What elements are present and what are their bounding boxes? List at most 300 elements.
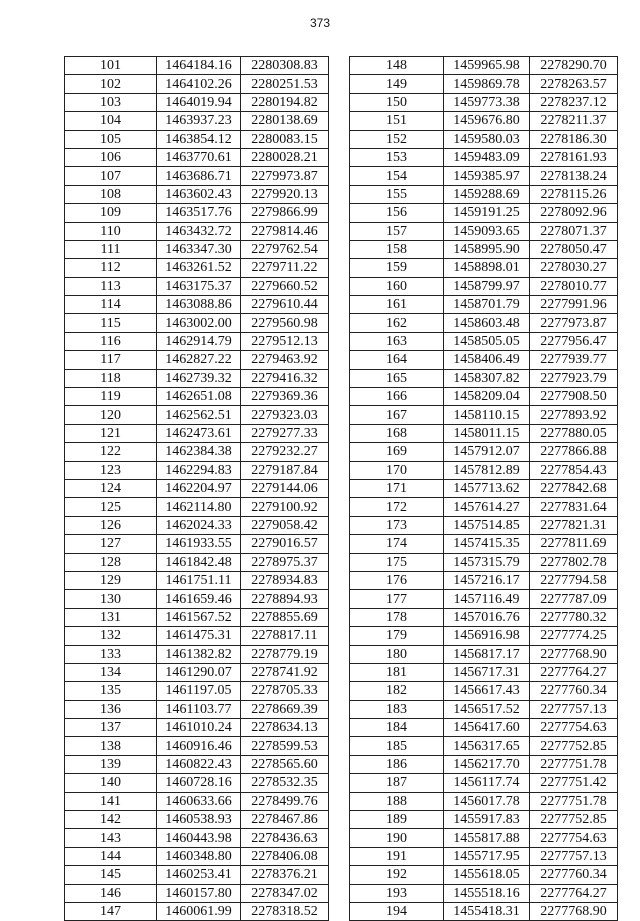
y-coordinate-cell: 2277991.96 (530, 296, 618, 314)
point-number-cell: 133 (65, 645, 157, 663)
x-coordinate-cell: 1461382.82 (157, 645, 241, 663)
x-coordinate-cell: 1461842.48 (157, 553, 241, 571)
y-coordinate-cell: 2277794.58 (530, 571, 618, 589)
point-number-cell: 147 (65, 902, 157, 920)
table-row (350, 296, 618, 314)
x-coordinate-cell: 1456717.31 (444, 663, 530, 681)
point-number-cell: 182 (350, 682, 444, 700)
y-coordinate-cell: 2277880.05 (530, 424, 618, 442)
x-coordinate-cell: 1458406.49 (444, 351, 530, 369)
table-row (350, 682, 618, 700)
table-row (65, 443, 329, 461)
point-number-cell: 131 (65, 608, 157, 626)
point-number-cell: 151 (350, 112, 444, 130)
y-coordinate-cell: 2278705.33 (241, 682, 329, 700)
table-row (65, 204, 329, 222)
table-row (65, 112, 329, 130)
point-number-cell: 120 (65, 406, 157, 424)
y-coordinate-cell: 2279660.52 (241, 277, 329, 295)
x-coordinate-cell: 1455518.16 (444, 884, 530, 902)
table-row (65, 829, 329, 847)
y-coordinate-cell: 2277752.85 (530, 737, 618, 755)
x-coordinate-cell: 1461751.11 (157, 571, 241, 589)
table-row (65, 498, 329, 516)
y-coordinate-cell: 2278092.96 (530, 204, 618, 222)
y-coordinate-cell: 2279016.57 (241, 535, 329, 553)
table-row (350, 277, 618, 295)
x-coordinate-cell: 1459191.25 (444, 204, 530, 222)
table-row (65, 719, 329, 737)
x-coordinate-cell: 1458307.82 (444, 369, 530, 387)
point-number-cell: 106 (65, 148, 157, 166)
table-row (350, 461, 618, 479)
y-coordinate-cell: 2277768.90 (530, 645, 618, 663)
point-number-cell: 192 (350, 866, 444, 884)
table-row (65, 424, 329, 442)
point-number-cell: 172 (350, 498, 444, 516)
point-number-cell: 159 (350, 259, 444, 277)
x-coordinate-cell: 1460253.41 (157, 866, 241, 884)
table-row (350, 571, 618, 589)
table-row (65, 884, 329, 902)
x-coordinate-cell: 1460822.43 (157, 755, 241, 773)
point-number-cell: 154 (350, 167, 444, 185)
x-coordinate-cell: 1456317.65 (444, 737, 530, 755)
y-coordinate-cell: 2278565.60 (241, 755, 329, 773)
table-row (65, 590, 329, 608)
point-number-cell: 193 (350, 884, 444, 902)
table-row (350, 535, 618, 553)
table-row (350, 314, 618, 332)
y-coordinate-cell: 2277768.90 (530, 902, 618, 920)
point-number-cell: 132 (65, 627, 157, 645)
table-row (65, 792, 329, 810)
table-row (350, 590, 618, 608)
x-coordinate-cell: 1461659.46 (157, 590, 241, 608)
y-coordinate-cell: 2278934.83 (241, 571, 329, 589)
y-coordinate-cell: 2279610.44 (241, 296, 329, 314)
point-number-cell: 194 (350, 902, 444, 920)
point-number-cell: 113 (65, 277, 157, 295)
x-coordinate-cell: 1459676.80 (444, 112, 530, 130)
y-coordinate-cell: 2277802.78 (530, 553, 618, 571)
x-coordinate-cell: 1462204.97 (157, 479, 241, 497)
x-coordinate-cell: 1462651.08 (157, 388, 241, 406)
y-coordinate-cell: 2277760.34 (530, 682, 618, 700)
table-row (350, 498, 618, 516)
x-coordinate-cell: 1464102.26 (157, 75, 241, 93)
table-row (65, 259, 329, 277)
x-coordinate-cell: 1458995.90 (444, 240, 530, 258)
y-coordinate-cell: 2277787.09 (530, 590, 618, 608)
table-row (65, 185, 329, 203)
x-coordinate-cell: 1458898.01 (444, 259, 530, 277)
y-coordinate-cell: 2278894.93 (241, 590, 329, 608)
x-coordinate-cell: 1457514.85 (444, 516, 530, 534)
point-number-cell: 169 (350, 443, 444, 461)
point-number-cell: 171 (350, 479, 444, 497)
x-coordinate-cell: 1459093.65 (444, 222, 530, 240)
point-number-cell: 108 (65, 185, 157, 203)
x-coordinate-cell: 1457415.35 (444, 535, 530, 553)
point-number-cell: 153 (350, 148, 444, 166)
y-coordinate-cell: 2278138.24 (530, 167, 618, 185)
point-number-cell: 124 (65, 479, 157, 497)
point-number-cell: 160 (350, 277, 444, 295)
point-number-cell: 145 (65, 866, 157, 884)
x-coordinate-cell: 1456017.78 (444, 792, 530, 810)
table-row (350, 645, 618, 663)
point-number-cell: 118 (65, 369, 157, 387)
point-number-cell: 114 (65, 296, 157, 314)
point-number-cell: 149 (350, 75, 444, 93)
table-row (350, 700, 618, 718)
point-number-cell: 144 (65, 847, 157, 865)
point-number-cell: 107 (65, 167, 157, 185)
table-row (65, 461, 329, 479)
x-coordinate-cell: 1461197.05 (157, 682, 241, 700)
y-coordinate-cell: 2280308.83 (241, 57, 329, 75)
y-coordinate-cell: 2277764.27 (530, 884, 618, 902)
table-row (350, 755, 618, 773)
x-coordinate-cell: 1462827.22 (157, 351, 241, 369)
x-coordinate-cell: 1459580.03 (444, 130, 530, 148)
point-number-cell: 130 (65, 590, 157, 608)
y-coordinate-cell: 2277939.77 (530, 351, 618, 369)
x-coordinate-cell: 1458209.04 (444, 388, 530, 406)
x-coordinate-cell: 1458505.05 (444, 332, 530, 350)
table-row (350, 424, 618, 442)
point-number-cell: 174 (350, 535, 444, 553)
point-number-cell: 139 (65, 755, 157, 773)
table-row (350, 57, 618, 75)
table-row (350, 774, 618, 792)
x-coordinate-cell: 1462114.80 (157, 498, 241, 516)
point-number-cell: 157 (350, 222, 444, 240)
x-coordinate-cell: 1462739.32 (157, 369, 241, 387)
y-coordinate-cell: 2279187.84 (241, 461, 329, 479)
table-row (350, 479, 618, 497)
table-row (65, 553, 329, 571)
table-row (65, 847, 329, 865)
point-number-cell: 190 (350, 829, 444, 847)
table-row (65, 148, 329, 166)
point-number-cell: 116 (65, 332, 157, 350)
y-coordinate-cell: 2278467.86 (241, 811, 329, 829)
y-coordinate-cell: 2278071.37 (530, 222, 618, 240)
x-coordinate-cell: 1457116.49 (444, 590, 530, 608)
y-coordinate-cell: 2277973.87 (530, 314, 618, 332)
x-coordinate-cell: 1458011.15 (444, 424, 530, 442)
point-number-cell: 112 (65, 259, 157, 277)
table-row (65, 479, 329, 497)
table-row (65, 516, 329, 534)
table-row (350, 185, 618, 203)
y-coordinate-cell: 2278186.30 (530, 130, 618, 148)
x-coordinate-cell: 1461010.24 (157, 719, 241, 737)
point-number-cell: 109 (65, 204, 157, 222)
table-row (65, 811, 329, 829)
x-coordinate-cell: 1463175.37 (157, 277, 241, 295)
x-coordinate-cell: 1457713.62 (444, 479, 530, 497)
y-coordinate-cell: 2278263.57 (530, 75, 618, 93)
y-coordinate-cell: 2277780.32 (530, 608, 618, 626)
point-number-cell: 184 (350, 719, 444, 737)
x-coordinate-cell: 1460061.99 (157, 902, 241, 920)
y-coordinate-cell: 2278599.53 (241, 737, 329, 755)
y-coordinate-cell: 2277757.13 (530, 847, 618, 865)
y-coordinate-cell: 2278817.11 (241, 627, 329, 645)
x-coordinate-cell: 1462024.33 (157, 516, 241, 534)
y-coordinate-cell: 2277754.63 (530, 719, 618, 737)
point-number-cell: 127 (65, 535, 157, 553)
x-coordinate-cell: 1462473.61 (157, 424, 241, 442)
y-coordinate-cell: 2278115.26 (530, 185, 618, 203)
point-number-cell: 102 (65, 75, 157, 93)
point-number-cell: 103 (65, 93, 157, 111)
point-number-cell: 187 (350, 774, 444, 792)
x-coordinate-cell: 1456817.17 (444, 645, 530, 663)
point-number-cell: 117 (65, 351, 157, 369)
table-row (65, 240, 329, 258)
point-number-cell: 170 (350, 461, 444, 479)
table-row (65, 755, 329, 773)
table-row (65, 682, 329, 700)
y-coordinate-cell: 2279920.13 (241, 185, 329, 203)
table-row (350, 663, 618, 681)
x-coordinate-cell: 1460538.93 (157, 811, 241, 829)
table-row (350, 167, 618, 185)
y-coordinate-cell: 2277760.34 (530, 866, 618, 884)
table-row (65, 902, 329, 920)
x-coordinate-cell: 1460916.46 (157, 737, 241, 755)
y-coordinate-cell: 2278318.52 (241, 902, 329, 920)
point-number-cell: 191 (350, 847, 444, 865)
point-number-cell: 181 (350, 663, 444, 681)
x-coordinate-cell: 1460157.80 (157, 884, 241, 902)
table-row (65, 737, 329, 755)
x-coordinate-cell: 1460633.66 (157, 792, 241, 810)
x-coordinate-cell: 1455618.05 (444, 866, 530, 884)
y-coordinate-cell: 2277923.79 (530, 369, 618, 387)
table-row (350, 719, 618, 737)
y-coordinate-cell: 2278669.39 (241, 700, 329, 718)
table-row (350, 332, 618, 350)
y-coordinate-cell: 2279323.03 (241, 406, 329, 424)
y-coordinate-cell: 2279973.87 (241, 167, 329, 185)
point-number-cell: 146 (65, 884, 157, 902)
y-coordinate-cell: 2278855.69 (241, 608, 329, 626)
table-row (65, 645, 329, 663)
x-coordinate-cell: 1463937.23 (157, 112, 241, 130)
y-coordinate-cell: 2278436.63 (241, 829, 329, 847)
x-coordinate-cell: 1461103.77 (157, 700, 241, 718)
y-coordinate-cell: 2280138.69 (241, 112, 329, 130)
y-coordinate-cell: 2279711.22 (241, 259, 329, 277)
y-coordinate-cell: 2277831.64 (530, 498, 618, 516)
point-number-cell: 173 (350, 516, 444, 534)
table-row (350, 259, 618, 277)
table-row (350, 627, 618, 645)
x-coordinate-cell: 1456217.70 (444, 755, 530, 773)
x-coordinate-cell: 1456417.60 (444, 719, 530, 737)
point-number-cell: 148 (350, 57, 444, 75)
table-row (65, 627, 329, 645)
table-row (65, 369, 329, 387)
table-row (350, 148, 618, 166)
point-number-cell: 119 (65, 388, 157, 406)
y-coordinate-cell: 2278779.19 (241, 645, 329, 663)
x-coordinate-cell: 1462384.38 (157, 443, 241, 461)
x-coordinate-cell: 1457812.89 (444, 461, 530, 479)
y-coordinate-cell: 2278406.08 (241, 847, 329, 865)
x-coordinate-cell: 1459288.69 (444, 185, 530, 203)
y-coordinate-cell: 2279100.92 (241, 498, 329, 516)
x-coordinate-cell: 1458603.48 (444, 314, 530, 332)
table-row (350, 75, 618, 93)
table-row (350, 204, 618, 222)
y-coordinate-cell: 2278237.12 (530, 93, 618, 111)
point-number-cell: 115 (65, 314, 157, 332)
y-coordinate-cell: 2279416.32 (241, 369, 329, 387)
table-row (65, 296, 329, 314)
y-coordinate-cell: 2277854.43 (530, 461, 618, 479)
y-coordinate-cell: 2279814.46 (241, 222, 329, 240)
point-number-cell: 126 (65, 516, 157, 534)
x-coordinate-cell: 1460348.80 (157, 847, 241, 865)
point-number-cell: 189 (350, 811, 444, 829)
y-coordinate-cell: 2279144.06 (241, 479, 329, 497)
x-coordinate-cell: 1459965.98 (444, 57, 530, 75)
point-number-cell: 137 (65, 719, 157, 737)
point-number-cell: 158 (350, 240, 444, 258)
point-number-cell: 125 (65, 498, 157, 516)
y-coordinate-cell: 2278050.47 (530, 240, 618, 258)
table-row (350, 112, 618, 130)
x-coordinate-cell: 1457912.07 (444, 443, 530, 461)
x-coordinate-cell: 1463002.00 (157, 314, 241, 332)
table-row (350, 443, 618, 461)
x-coordinate-cell: 1455817.88 (444, 829, 530, 847)
point-number-cell: 179 (350, 627, 444, 645)
x-coordinate-cell: 1462294.83 (157, 461, 241, 479)
point-number-cell: 150 (350, 93, 444, 111)
y-coordinate-cell: 2279512.13 (241, 332, 329, 350)
x-coordinate-cell: 1459773.38 (444, 93, 530, 111)
point-number-cell: 138 (65, 737, 157, 755)
point-number-cell: 178 (350, 608, 444, 626)
x-coordinate-cell: 1458110.15 (444, 406, 530, 424)
table-row (65, 222, 329, 240)
point-number-cell: 164 (350, 351, 444, 369)
point-number-cell: 162 (350, 314, 444, 332)
y-coordinate-cell: 2277754.63 (530, 829, 618, 847)
table-row (65, 571, 329, 589)
table-row (65, 774, 329, 792)
table-row (350, 847, 618, 865)
y-coordinate-cell: 2279277.33 (241, 424, 329, 442)
point-number-cell: 129 (65, 571, 157, 589)
y-coordinate-cell: 2280028.21 (241, 148, 329, 166)
x-coordinate-cell: 1455717.95 (444, 847, 530, 865)
table-row (65, 57, 329, 75)
x-coordinate-cell: 1459483.09 (444, 148, 530, 166)
table-row (350, 388, 618, 406)
y-coordinate-cell: 2277751.42 (530, 774, 618, 792)
point-number-cell: 176 (350, 571, 444, 589)
x-coordinate-cell: 1456916.98 (444, 627, 530, 645)
y-coordinate-cell: 2279762.54 (241, 240, 329, 258)
y-coordinate-cell: 2277751.78 (530, 792, 618, 810)
table-row (350, 553, 618, 571)
table-row (350, 811, 618, 829)
x-coordinate-cell: 1461933.55 (157, 535, 241, 553)
y-coordinate-cell: 2277956.47 (530, 332, 618, 350)
y-coordinate-cell: 2279560.98 (241, 314, 329, 332)
point-number-cell: 143 (65, 829, 157, 847)
x-coordinate-cell: 1464019.94 (157, 93, 241, 111)
x-coordinate-cell: 1461290.07 (157, 663, 241, 681)
point-number-cell: 175 (350, 553, 444, 571)
x-coordinate-cell: 1463517.76 (157, 204, 241, 222)
point-number-cell: 101 (65, 57, 157, 75)
table-row (350, 737, 618, 755)
table-row (350, 902, 618, 920)
x-coordinate-cell: 1457315.79 (444, 553, 530, 571)
table-row (350, 792, 618, 810)
table-row (350, 829, 618, 847)
point-number-cell: 161 (350, 296, 444, 314)
table-row (65, 75, 329, 93)
x-coordinate-cell: 1462562.51 (157, 406, 241, 424)
x-coordinate-cell: 1461475.31 (157, 627, 241, 645)
point-number-cell: 166 (350, 388, 444, 406)
y-coordinate-cell: 2277811.69 (530, 535, 618, 553)
y-coordinate-cell: 2277893.92 (530, 406, 618, 424)
y-coordinate-cell: 2277774.25 (530, 627, 618, 645)
y-coordinate-cell: 2278161.93 (530, 148, 618, 166)
coordinates-table-left (64, 56, 329, 921)
point-number-cell: 152 (350, 130, 444, 148)
point-number-cell: 177 (350, 590, 444, 608)
table-row (65, 314, 329, 332)
table-row (350, 608, 618, 626)
point-number-cell: 128 (65, 553, 157, 571)
x-coordinate-cell: 1457216.17 (444, 571, 530, 589)
y-coordinate-cell: 2279866.99 (241, 204, 329, 222)
y-coordinate-cell: 2277757.13 (530, 700, 618, 718)
x-coordinate-cell: 1456517.52 (444, 700, 530, 718)
point-number-cell: 188 (350, 792, 444, 810)
x-coordinate-cell: 1459385.97 (444, 167, 530, 185)
table-row (65, 866, 329, 884)
table-row (350, 130, 618, 148)
x-coordinate-cell: 1463686.71 (157, 167, 241, 185)
x-coordinate-cell: 1463347.30 (157, 240, 241, 258)
point-number-cell: 168 (350, 424, 444, 442)
y-coordinate-cell: 2279232.27 (241, 443, 329, 461)
table-row (65, 167, 329, 185)
table-row (65, 277, 329, 295)
y-coordinate-cell: 2280083.15 (241, 130, 329, 148)
y-coordinate-cell: 2277842.68 (530, 479, 618, 497)
table-row (65, 700, 329, 718)
x-coordinate-cell: 1455418.31 (444, 902, 530, 920)
table-row (350, 884, 618, 902)
y-coordinate-cell: 2277764.27 (530, 663, 618, 681)
y-coordinate-cell: 2277821.31 (530, 516, 618, 534)
point-number-cell: 141 (65, 792, 157, 810)
